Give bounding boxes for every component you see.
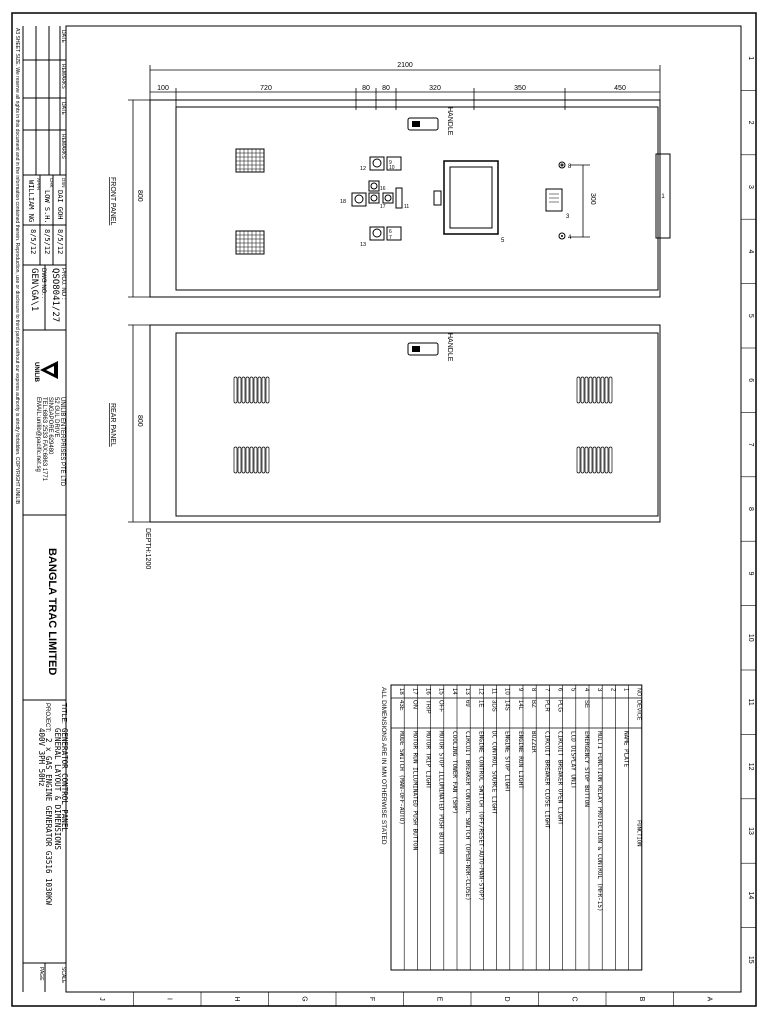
device-table-row-14-no: 14: [450, 688, 457, 695]
device-table-row-6-no: 6: [556, 688, 563, 692]
column-ref-9: 9: [747, 571, 754, 576]
sign-name-appr: WILLIAM NG: [27, 180, 35, 223]
column-ref-5: 5: [747, 313, 754, 318]
column-ref-14: 14: [747, 891, 754, 900]
dimensions-note: ALL DIMENSIONS ARE IN MM OTHERWISE STATED: [380, 687, 387, 845]
rev-header-date-2: DATE: [60, 102, 66, 115]
device-table-row-11-no: 11: [490, 688, 497, 695]
device-table-row-8-function: BUZZER: [530, 731, 538, 753]
device-table-row-1-no: 1: [622, 688, 629, 692]
row-ref-C: C: [570, 996, 578, 1002]
front-tag-7: 7: [389, 235, 392, 241]
front-panel: [109, 100, 670, 297]
device-table-row-4-function: EMERGENCY STOP BUTTON: [582, 731, 590, 807]
front-tag-1: 1: [661, 194, 665, 200]
company-line-4: TEL:6863 2533 FAX:6863 1771: [41, 397, 47, 482]
device-table-row-7-function: CIRCUIT BREAKER CLOSE LIGHT: [543, 731, 551, 829]
device-table-row-11-function: DC CONTROL SOURCE LIGHT: [490, 731, 498, 815]
device-table-header-device: DEVICE: [635, 700, 642, 721]
dwg-no-label: DWG NO. :: [40, 268, 46, 299]
rev-header-date-1: DATE: [60, 30, 66, 43]
device-table-row-12-function: ENGINE CONTROL SWITCH (OFF/RESET-AUTO-MAN-STOP): [477, 731, 485, 901]
column-ref-13: 13: [747, 827, 754, 835]
rev-header-remarks-1: REMARKS: [60, 64, 66, 89]
column-ref-11: 11: [747, 698, 754, 706]
front-tag-8: 8: [568, 164, 572, 170]
row-ref-B: B: [637, 996, 645, 1002]
device-table-row-9-function: ENGINE RUN LIGHT: [516, 731, 524, 789]
rear-handle-label: HANDLE: [446, 333, 453, 362]
device-table-row-9-no: 9: [516, 688, 523, 692]
column-ref-4: 4: [747, 249, 754, 254]
front-tag-17: 17: [380, 204, 386, 210]
device-table-row-17-no: 17: [411, 688, 418, 695]
front-tag-9: 9: [389, 160, 392, 166]
rev-header-remarks-2: REMARKS: [60, 134, 66, 159]
device-table-row-18-function: MODE SWITCH (MAN-OFF-AUTO): [398, 731, 406, 825]
row-ref-A: A: [705, 996, 713, 1002]
device-table-row-16-no: 16: [424, 688, 431, 695]
column-ref-1: 1: [747, 56, 754, 61]
device-table-row-2-no: 2: [609, 688, 616, 692]
rear-panel-label: REAR PANEL: [109, 403, 116, 447]
lcd-display-unit: [444, 161, 498, 234]
dim-depth: DEPTH:1200: [144, 528, 151, 570]
company-logo-text: UNILIB: [33, 362, 39, 382]
column-ref-3: 3: [747, 185, 754, 189]
device-table-row-4-no: 4: [582, 688, 589, 692]
title-block: [23, 26, 69, 992]
sign-role-appr: APPR: [36, 178, 41, 191]
dim-segment-6: 350: [514, 85, 526, 92]
device-table-row-10-device: 14S: [503, 700, 510, 711]
device-table-row-10-no: 10: [503, 688, 510, 695]
device-table-header-function: FUNCTION: [635, 820, 642, 847]
title-line-1: GENERATOR CONTROL PANEL: [60, 728, 69, 832]
company-line-2: 52 GUL DRIVE: [53, 397, 59, 438]
project-line-1: 2 x GAS ENGINE GENERATOR G3516 1030KW: [44, 738, 53, 906]
device-table-row-15-function: MOTOR STOP ILLUMINATED PUSH BUTTON: [437, 731, 445, 854]
sign-name-chk: LOW S.H.: [43, 190, 51, 224]
dim-300: 300: [589, 193, 596, 205]
front-vent-top: [236, 149, 264, 172]
front-panel-label: FRONT PANEL: [109, 177, 116, 226]
device-table-row-7-no: 7: [543, 688, 550, 692]
row-ref-J: J: [97, 997, 105, 1001]
front-tag-3: 3: [566, 214, 570, 220]
buzzer-icon: [559, 162, 565, 168]
device-table-row-13-device: 69: [464, 700, 471, 707]
dim-segment-1: 100: [157, 85, 169, 92]
device-table-row-12-device: 1E: [477, 700, 484, 708]
company-line-3: SINGAPORE 629480: [47, 397, 53, 455]
column-ref-8: 8: [747, 507, 754, 511]
device-table-row-11-device: 3DS: [490, 700, 497, 712]
front-tag-16: 16: [380, 186, 386, 192]
front-tag-6: 6: [389, 229, 392, 235]
page-label: PAGE: [38, 967, 44, 981]
device-table-header-no: NO: [635, 688, 642, 697]
column-ref-12: 12: [747, 762, 754, 771]
client-name: BANGLA TRAC LIMITED: [46, 548, 58, 676]
device-table-row-3-function: MULTI FUNCTION RELAY PROTECTION & CONTROL (MFR-15): [596, 731, 604, 912]
device-table-row-15-no: 15: [437, 688, 444, 695]
title-label: TITLE:: [60, 703, 67, 725]
device-table-row-18-device: 43E: [398, 700, 405, 711]
front-tag-12: 12: [360, 166, 367, 172]
row-ref-G: G: [300, 996, 308, 1002]
sign-name-dsn: DAI GOH: [56, 190, 64, 220]
device-table-row-8-device: BZ: [530, 700, 537, 708]
dimension-lines: [128, 62, 660, 569]
column-ref-6: 6: [747, 378, 754, 383]
sign-role-chk: CHK: [49, 178, 54, 188]
device-table-row-9-device: 14L: [516, 700, 523, 711]
dim-segment-4: 80: [382, 85, 390, 92]
control-cluster-middle: [340, 181, 409, 210]
proj-no-label: PROJ. NO :: [60, 268, 66, 300]
dim-segment-3: 80: [362, 85, 370, 92]
sheet-inner-border: [66, 26, 741, 992]
row-ref-F: F: [367, 996, 375, 1002]
column-ref-7: 7: [747, 442, 754, 447]
device-table-row-14-function: COOLING TOWER FAN (5HP): [450, 731, 458, 815]
front-tag-4: 4: [568, 235, 572, 241]
title-line-2: GENERAL LAYOUT & DIMENSIONS: [53, 728, 62, 850]
rear-louvres: [234, 377, 612, 473]
device-table-row-10-function: ENGINE STOP LIGHT: [503, 731, 511, 793]
column-ref-2: 2: [747, 120, 754, 125]
device-table-row-4-device: SE: [582, 700, 589, 709]
device-table-row-16-device: TRIP: [424, 700, 431, 714]
dwg-no: GEN\GA\1: [29, 268, 39, 312]
device-table-row-17-function: MOTOR RUN ILLUMINATED PUSH BUTTON: [411, 731, 419, 851]
company-line-5: EMAIL:unilib@pacific.net.sg: [35, 397, 41, 472]
front-tag-11: 11: [404, 204, 410, 210]
column-ref-10: 10: [747, 633, 754, 642]
row-reference-marks: [98, 992, 713, 1006]
device-table-row-16-function: MOTOR TRIP LIGHT: [424, 731, 432, 789]
row-ref-H: H: [232, 996, 240, 1002]
dim-segment-2: 720: [260, 85, 272, 92]
project-label: PROJECT:: [44, 703, 50, 733]
dim-height-rear: 800: [136, 415, 143, 427]
project-line-2: 400V 3PH 50Hz: [37, 728, 46, 787]
device-table-row-13-no: 13: [464, 688, 471, 695]
control-cluster-top: [360, 157, 401, 172]
device-table-row-5-function: LCD DISPLAY UNIT: [569, 731, 577, 789]
column-ref-15: 15: [747, 955, 754, 964]
dim-segment-5: 320: [429, 85, 441, 92]
device-table-row-1-function: NAME PLATE: [622, 731, 630, 768]
row-ref-E: E: [435, 996, 443, 1002]
sheet-note: A3 SHEET SIZE. We reserve all rights in this document and in the information contained therein. Reproduction, use or disclosure to third parties without our express authority is strictly forbidden. COPYRIGHT UNILIB: [14, 28, 20, 505]
mfr-relay-unit: [546, 189, 562, 211]
dim-segment-7: 450: [614, 85, 626, 92]
front-vent-bottom: [236, 231, 264, 254]
device-table-row-15-device: OFF: [437, 700, 444, 712]
rear-panel: [109, 325, 660, 522]
front-tag-18: 18: [340, 199, 347, 205]
device-table-row-18-no: 18: [398, 688, 405, 695]
device-table-row-8-no: 8: [530, 688, 537, 692]
row-ref-I: I: [165, 998, 173, 1000]
device-table-row-6-device: PLG: [556, 700, 563, 713]
row-ref-D: D: [502, 996, 510, 1002]
front-tag-5: 5: [501, 238, 505, 244]
device-table-row-5-no: 5: [569, 688, 576, 692]
company-line-1: UNILIB ENTERPRISES PTE LTD: [59, 397, 65, 487]
sign-date-appr: 8/5/12: [29, 229, 37, 255]
sign-date-chk: 8/5/12: [43, 229, 51, 255]
front-handle-label: HANDLE: [446, 107, 453, 136]
proj-no: QSO8041/27: [50, 268, 60, 323]
column-reference-marks: [741, 56, 756, 964]
sign-date-dsn: 8/5/12: [56, 229, 64, 255]
device-table-row-12-no: 12: [477, 688, 484, 695]
front-tag-10: 10: [389, 165, 395, 171]
device-table-row-7-device: PLR: [543, 700, 550, 712]
scale-label: SCALE: [60, 967, 66, 984]
device-table-row-3-no: 3: [596, 688, 603, 692]
device-table-row-13-function: CIRCUIT BREAKER CONTROL SWITCH (OPEN-NOR-CLOSE): [464, 731, 472, 901]
device-table: [391, 685, 642, 970]
device-table-row-6-function: CIRCUIT BREAKER OPEN LIGHT: [556, 731, 564, 825]
dim-total: 2100: [397, 62, 413, 69]
device-table-row-17-device: ON: [411, 700, 418, 709]
sign-role-dsn: DSN: [61, 178, 66, 188]
dim-height-front: 800: [136, 190, 143, 202]
front-tag-13: 13: [360, 242, 367, 248]
control-cluster-bottom: [360, 227, 401, 248]
